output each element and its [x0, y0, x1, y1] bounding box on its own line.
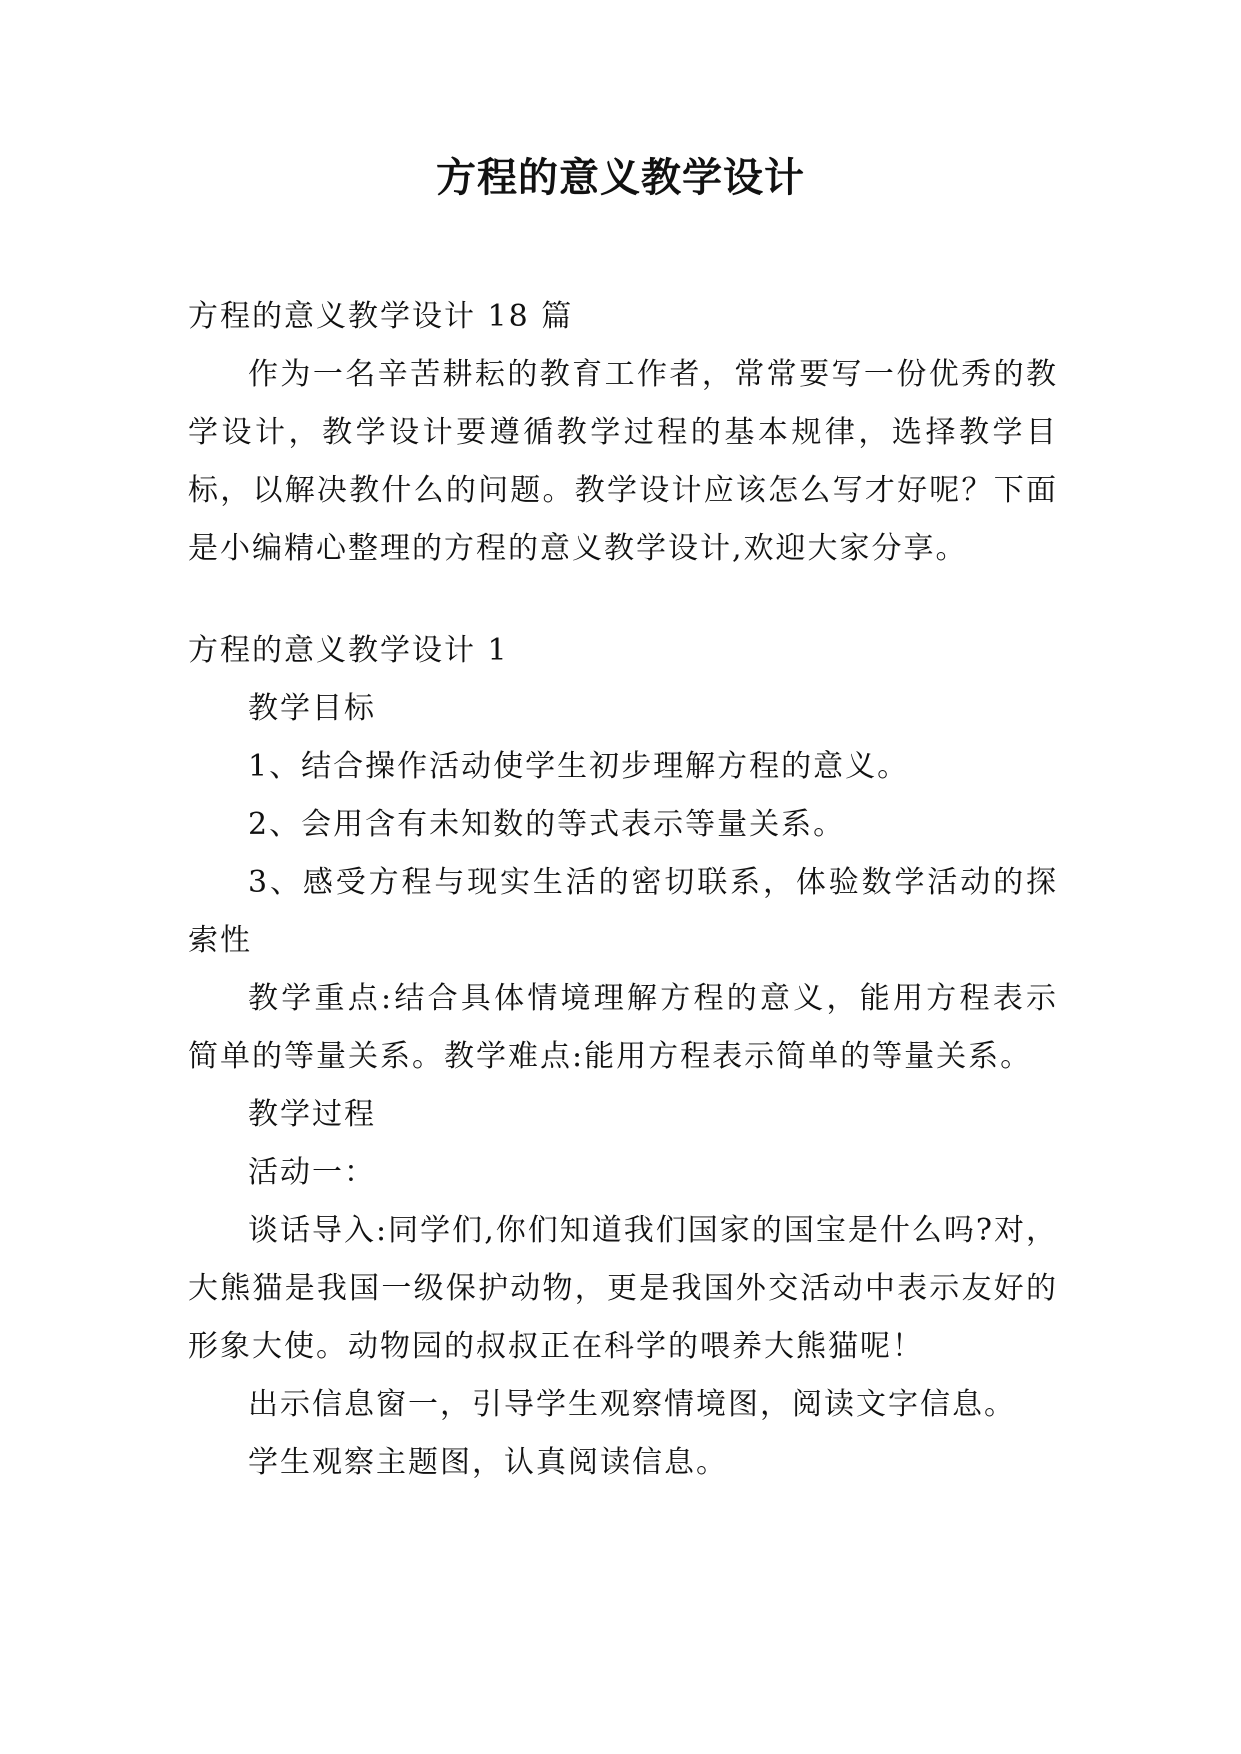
objectives-label: 教学目标 [248, 691, 376, 726]
section-heading: 方程的意义教学设计 1 [188, 633, 509, 668]
objective-item-3: 3、感受方程与现实生活的密切联系，体验数学活动的探索性 [188, 865, 1058, 958]
intro-talk-paragraph: 谈话导入:同学们,你们知道我们国家的国宝是什么吗?对，大熊猫是我国一级保护动物，更是我国外交活动中表示友好的形象大使。动物园的叔叔正在科学的喂养大熊猫呢！ [188, 1213, 1058, 1364]
key-points-paragraph: 教学重点:结合具体情境理解方程的意义，能用方程表示简单的等量关系。教学难点:能用方程表示简单的等量关系。 [188, 981, 1058, 1074]
activity-1-label: 活动一： [248, 1155, 376, 1190]
show-info-paragraph: 出示信息窗一，引导学生观察情境图，阅读文字信息。 [248, 1387, 1016, 1422]
intro-paragraph: 作为一名辛苦耕耘的教育工作者，常常要写一份优秀的教学设计，教学设计要遵循教学过程的基本规律，选择教学目标，以解决教什么的问题。教学设计应该怎么写才好呢？下面是小编精心整理的方程的意义教学设计,欢迎大家分享。 [188, 357, 1058, 566]
document-subtitle: 方程的意义教学设计 18 篇 [188, 299, 574, 334]
process-label: 教学过程 [248, 1097, 376, 1132]
objective-item-1: 1、结合操作活动使学生初步理解方程的意义。 [248, 749, 910, 784]
students-observe-paragraph: 学生观察主题图，认真阅读信息。 [248, 1445, 728, 1480]
document-title: 方程的意义教学设计 [436, 154, 805, 201]
objective-item-2: 2、会用含有未知数的等式表示等量关系。 [248, 807, 846, 842]
document-body [188, 288, 1058, 1492]
section-spacer [188, 578, 1058, 622]
